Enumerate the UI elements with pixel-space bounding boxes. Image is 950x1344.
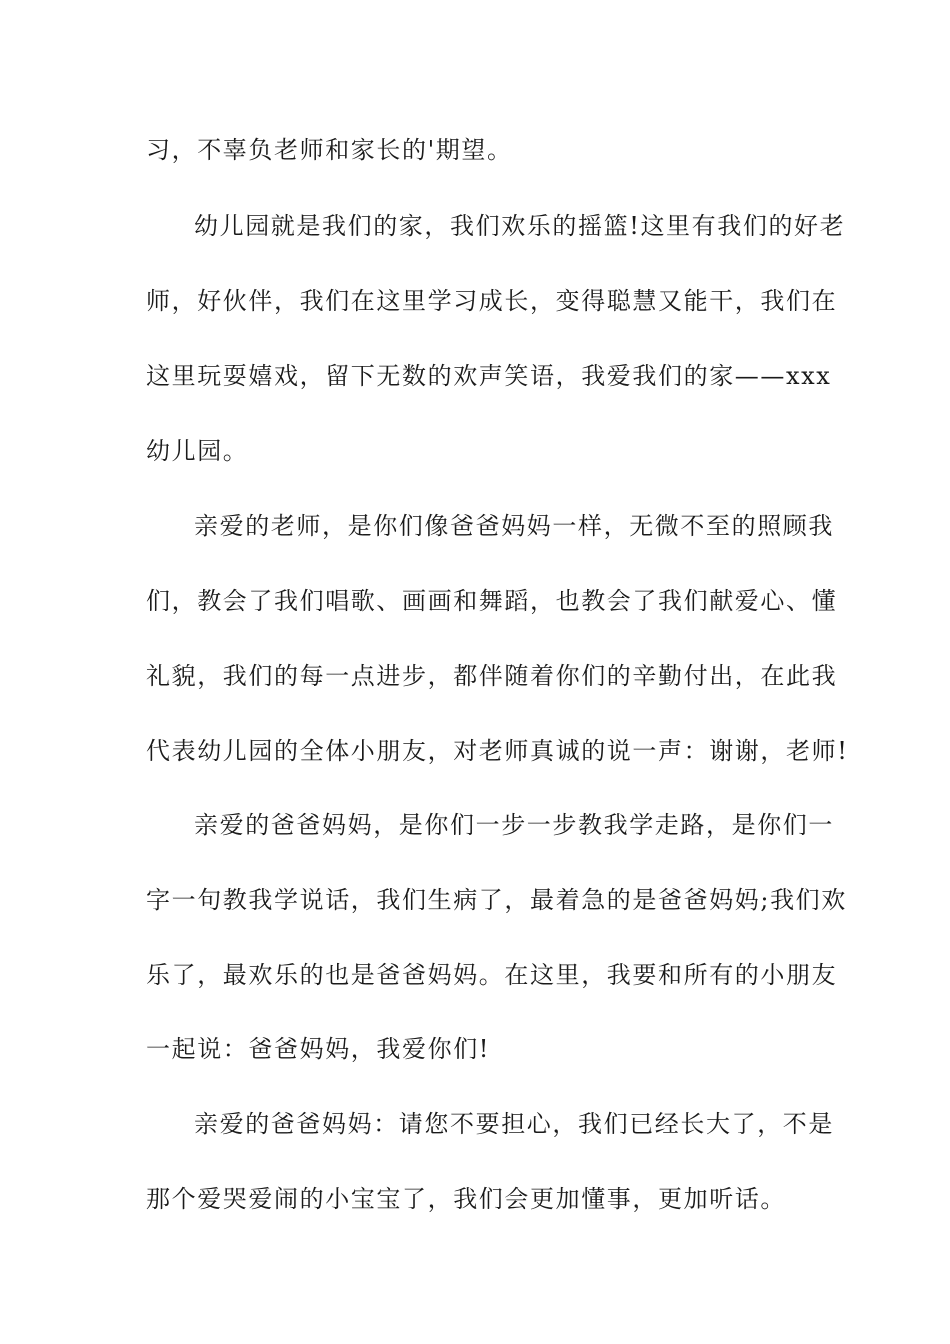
text-line: 习，不辜负老师和家长的'期望。	[146, 136, 513, 164]
text-line: 代表幼儿园的全体小朋友，对老师真诚的说一声：谢谢，老师!	[146, 737, 849, 765]
text-line: 师，好伙伴，我们在这里学习成长，变得聪慧又能干，我们在	[146, 287, 838, 315]
text-line: 一起说：爸爸妈妈，我爱你们!	[146, 1035, 491, 1063]
paragraph-first-line: 亲爱的爸爸妈妈，是你们一步一步教我学走路，是你们一	[194, 811, 834, 839]
paragraph-first-line: 幼儿园就是我们的家，我们欢乐的摇篮!这里有我们的好老	[194, 212, 846, 240]
text-line: 那个爱哭爱闹的小宝宝了，我们会更加懂事，更加听话。	[146, 1185, 786, 1213]
text-line: 礼貌，我们的每一点进步，都伴随着你们的辛勤付出，在此我	[146, 662, 838, 690]
paragraph-first-line: 亲爱的爸爸妈妈：请您不要担心，我们已经长大了，不是	[194, 1110, 834, 1138]
text-line: 乐了，最欢乐的也是爸爸妈妈。在这里，我要和所有的小朋友	[146, 961, 838, 989]
text-line: 们，教会了我们唱歌、画画和舞蹈，也教会了我们献爱心、懂	[146, 587, 838, 615]
text-line: 字一句教我学说话，我们生病了，最着急的是爸爸妈妈;我们欢	[146, 886, 847, 914]
text-line: 这里玩耍嬉戏，留下无数的欢声笑语，我爱我们的家——xxx	[146, 362, 832, 390]
text-line: 幼儿园。	[146, 437, 249, 465]
paragraph-first-line: 亲爱的老师，是你们像爸爸妈妈一样，无微不至的照顾我	[194, 512, 834, 540]
